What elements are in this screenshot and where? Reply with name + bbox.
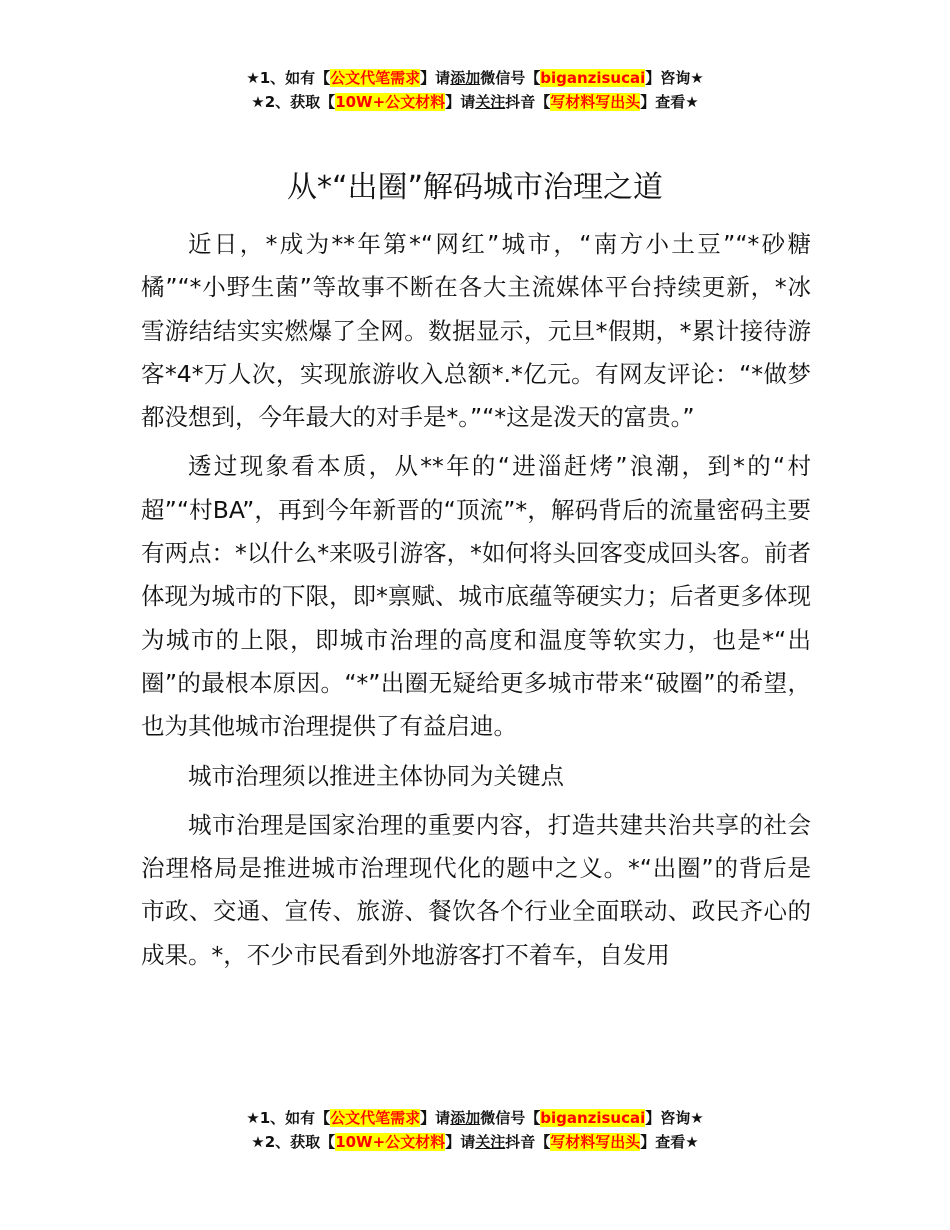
banner-text: ★2、获取【: [251, 1133, 336, 1151]
banner-underlined: 添加: [450, 1109, 481, 1127]
banner-highlight: 公文代笔需求: [330, 69, 421, 87]
banner-highlight: 10W+公文材料: [335, 93, 446, 111]
banner-text: 微信号【: [480, 1109, 541, 1127]
banner-text: 】查看★: [640, 1133, 699, 1151]
banner-text: 】请: [420, 69, 451, 87]
banner-highlight: biganzisucai: [540, 1109, 646, 1127]
banner-highlight: 10W+公文材料: [335, 1133, 446, 1151]
banner-line-1: [0, 1106, 950, 1130]
document-body: [141, 223, 811, 983]
banner-line-2: [0, 1130, 950, 1154]
banner-text: 抖音【: [505, 1133, 551, 1151]
header-banner: [0, 66, 950, 114]
banner-text: 】咨询★: [645, 1109, 704, 1127]
banner-line-2: [0, 90, 950, 114]
banner-text: ★2、获取【: [251, 93, 336, 111]
body-paragraph: 城市治理是国家治理的重要内容，打造共建共治共享的社会治理格局是推进城市治理现代化的题中之义。*“出圈”的背后是市政、交通、宣传、旅游、餐饮各个行业全面联动、政民齐心的成果。*，不少市民看到外地游客打不着车，自发用: [141, 810, 811, 969]
banner-highlight: 公文代笔需求: [330, 1109, 421, 1127]
body-paragraph: 透过现象看本质，从**年的“进淄赶烤”浪潮，到*的“村超”“村BA”，再到今年新晋的“顶流”*，解码背后的流量密码主要有两点：*以什么*来吸引游客，*如何将头回客变成回头客。前者体现为城市的下限，即*禀赋、城市底蕴等硬实力；后者更多体现为城市的上限，即城市治理的高度和温度等软实力，也是*“出圈”的最根本原因。“*”出圈无疑给更多城市带来“破圈”的希望，也为其他城市治理提供了有益启迪。: [141, 452, 811, 741]
body-paragraph: 近日，*成为**年第*“网红”城市，“南方小土豆”“*砂糖橘”“*小野生菌”等故事不断在各大主流媒体平台持续更新，*冰雪游结结实实燃爆了全网。数据显示，元旦*假期，*累计接待游客*4*万人次，实现旅游收入总额*.*亿元。有网友评论：“*做梦都没想到，今年最大的对手是*。”“*这是泼天的富贵。”: [141, 230, 811, 432]
section-heading: 城市治理须以推进主体协同为关键点: [188, 761, 564, 790]
banner-text: 】咨询★: [645, 69, 704, 87]
banner-text: 微信号【: [480, 69, 541, 87]
banner-underlined: 关注: [475, 1133, 506, 1151]
banner-text: 】请: [420, 1109, 451, 1127]
banner-highlight: 写材料写出头: [550, 93, 641, 111]
banner-text: 】请: [445, 93, 476, 111]
banner-underlined: 添加: [450, 69, 481, 87]
banner-line-1: [0, 66, 950, 90]
banner-text: ★1、如有【: [246, 69, 331, 87]
banner-text: 】请: [445, 1133, 476, 1151]
banner-underlined: 关注: [475, 93, 506, 111]
banner-text: 抖音【: [505, 93, 551, 111]
document-title: 从*“出圈”解码城市治理之道: [286, 170, 664, 205]
banner-text: 】查看★: [640, 93, 699, 111]
banner-text: ★1、如有【: [246, 1109, 331, 1127]
footer-banner: [0, 1106, 950, 1154]
banner-highlight: biganzisucai: [540, 69, 646, 87]
banner-highlight: 写材料写出头: [550, 1133, 641, 1151]
